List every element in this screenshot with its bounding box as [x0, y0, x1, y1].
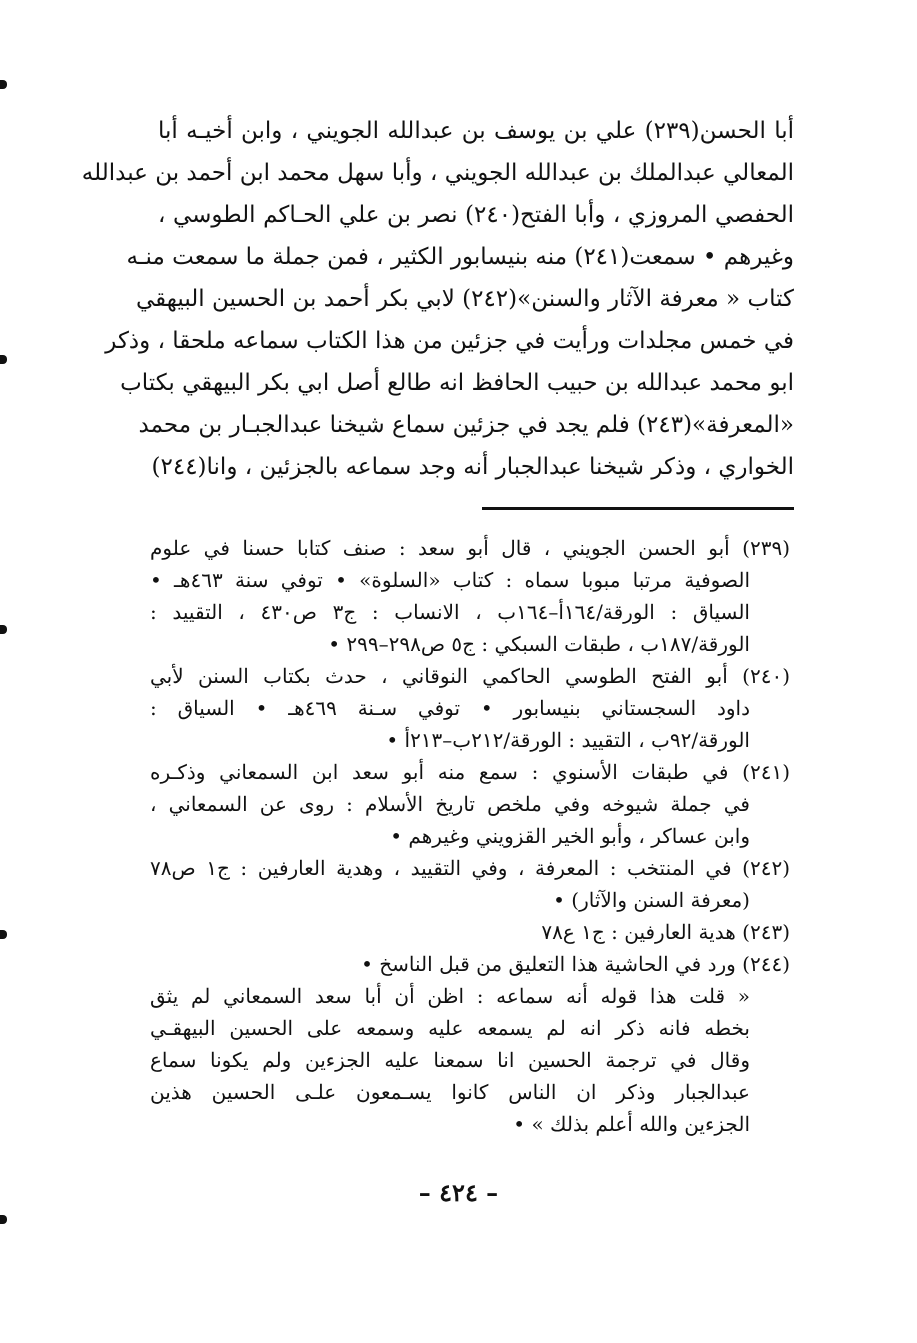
footnote-quote-line: وقال في ترجمة الحسين انا سمعنا عليه الجزءين ولم يكونا سماع: [150, 1048, 750, 1072]
margin-mark: [0, 1215, 7, 1224]
main-text-line: كتاب « معرفة الآثار والسنن»(٢٤٢) لابي بكر أحمد بن الحسين البيهقي: [135, 286, 794, 312]
main-text-line: في خمس مجلدات ورأيت في جزئين من هذا الكتاب سماعه ملحقا ، وذكر: [105, 328, 794, 354]
footnote-240: [150, 660, 790, 756]
page-number: – ٤٢٤ –: [418, 1178, 499, 1207]
footnote-line: (٢٤٢) في المنتخب : المعرفة ، وفي التقييد ، وهدية العارفين : ج١ ص٧٨: [150, 856, 790, 880]
main-text-line: الخواري ، وذكر شيخنا عبدالجبار أنه وجد سماعه بالجزئين ، وانا(٢٤٤): [151, 454, 794, 480]
footnote-line: في جملة شيوخه وفي ملخص تاريخ الأسلام : روى عن السمعاني ،: [150, 792, 750, 816]
main-text-line: الحفصي المروزي ، وأبا الفتح(٢٤٠) نصر بن علي الحـاكم الطوسي ،: [158, 202, 794, 228]
footnote-239: [150, 532, 790, 660]
footnote-line: داود السجستاني بنيسابور • توفي سـنة ٤٦٩هـ • السياق :: [150, 696, 750, 720]
footnote-line: وابن عساكر ، وأبو الخير القزويني وغيرهم •: [390, 824, 750, 848]
footnote-line: (٢٤٣) هدية العارفين : ج١ ع٧٨: [541, 920, 790, 944]
main-text-line: المعالي عبدالملك بن عبدالله الجويني ، وأبا سهل محمد ابن أحمد بن عبدالله: [81, 160, 794, 186]
footnote-243: [150, 916, 790, 948]
footnote-241: [150, 756, 790, 852]
footnote-divider: [482, 507, 794, 510]
main-text-line: أبا الحسن(٢٣٩) علي بن يوسف بن عبدالله الجويني ، وابن أخيـه أبا: [158, 118, 794, 144]
main-text-line: «المعرفة»(٢٤٣) فلم يجد في جزئين سماع شيخنا عبدالجبـار بن محمد: [138, 412, 794, 438]
footnote-line: السياق : الورقة/١٦٤أ–١٦٤ب ، الانساب : ج٣ ص٤٣٠ ، التقييد :: [150, 600, 750, 624]
main-text-line: وغيرهم • سمعت(٢٤١) منه بنيسابور الكثير ، فمن جملة ما سمعت منـه: [126, 244, 794, 270]
main-text-block: [81, 110, 794, 488]
margin-mark: [0, 80, 7, 89]
footnote-line: (٢٣٩) أبو الحسن الجويني ، قال أبو سعد : صنف كتابا حسنا في علوم: [150, 536, 790, 560]
margin-mark: [0, 625, 7, 634]
footnote-244: [150, 948, 790, 1140]
footnote-line: (٢٤٤) ورد في الحاشية هذا التعليق من قبل الناسخ •: [361, 952, 790, 976]
main-text-line: ابو محمد عبدالله بن حبيب الحافظ انه طالع أصل ابي بكر البيهقي بكتاب: [120, 370, 794, 396]
footnote-line: الورقة/١٨٧ب ، طبقات السبكي : ج٥ ص٢٩٨–٢٩٩ •: [328, 632, 750, 656]
footnote-quote-line: الجزءين والله أعلم بذلك » •: [513, 1112, 750, 1136]
margin-mark: [0, 930, 7, 939]
footnote-quote-line: بخطه فانه ذكر انه لم يسمعه عليه وسمعه على الحسين البيهقـي: [150, 1016, 750, 1040]
footnote-quote-line: عبدالجبار وذكر ان الناس كانوا يسـمعون علـى الحسين هذين: [150, 1080, 750, 1104]
footnote-quote-line: « قلت هذا قوله أنه سماعه : اظن أن أبا سعد السمعاني لم يثق: [150, 984, 750, 1008]
footnotes: [150, 532, 790, 1140]
footnote-line: (٢٤٠) أبو الفتح الطوسي الحاكمي النوقاني ، حدث بكتاب السنن لأبي: [150, 664, 790, 688]
footnote-line: الورقة/٩٢ب ، التقييد : الورقة/٢١٢ب–٢١٣أ •: [386, 728, 750, 752]
footnote-line: (٢٤١) في طبقات الأسنوي : سمع منه أبو سعد ابن السمعاني وذكـره: [150, 760, 790, 784]
margin-mark: [0, 355, 7, 364]
footnote-242: [150, 852, 790, 916]
footnote-line: الصوفية مرتبا مبوبا سماه : كتاب «السلوة» • توفي سنة ٤٦٣هـ •: [150, 568, 751, 592]
footnote-line: (معرفة السنن والآثار) •: [553, 888, 750, 912]
